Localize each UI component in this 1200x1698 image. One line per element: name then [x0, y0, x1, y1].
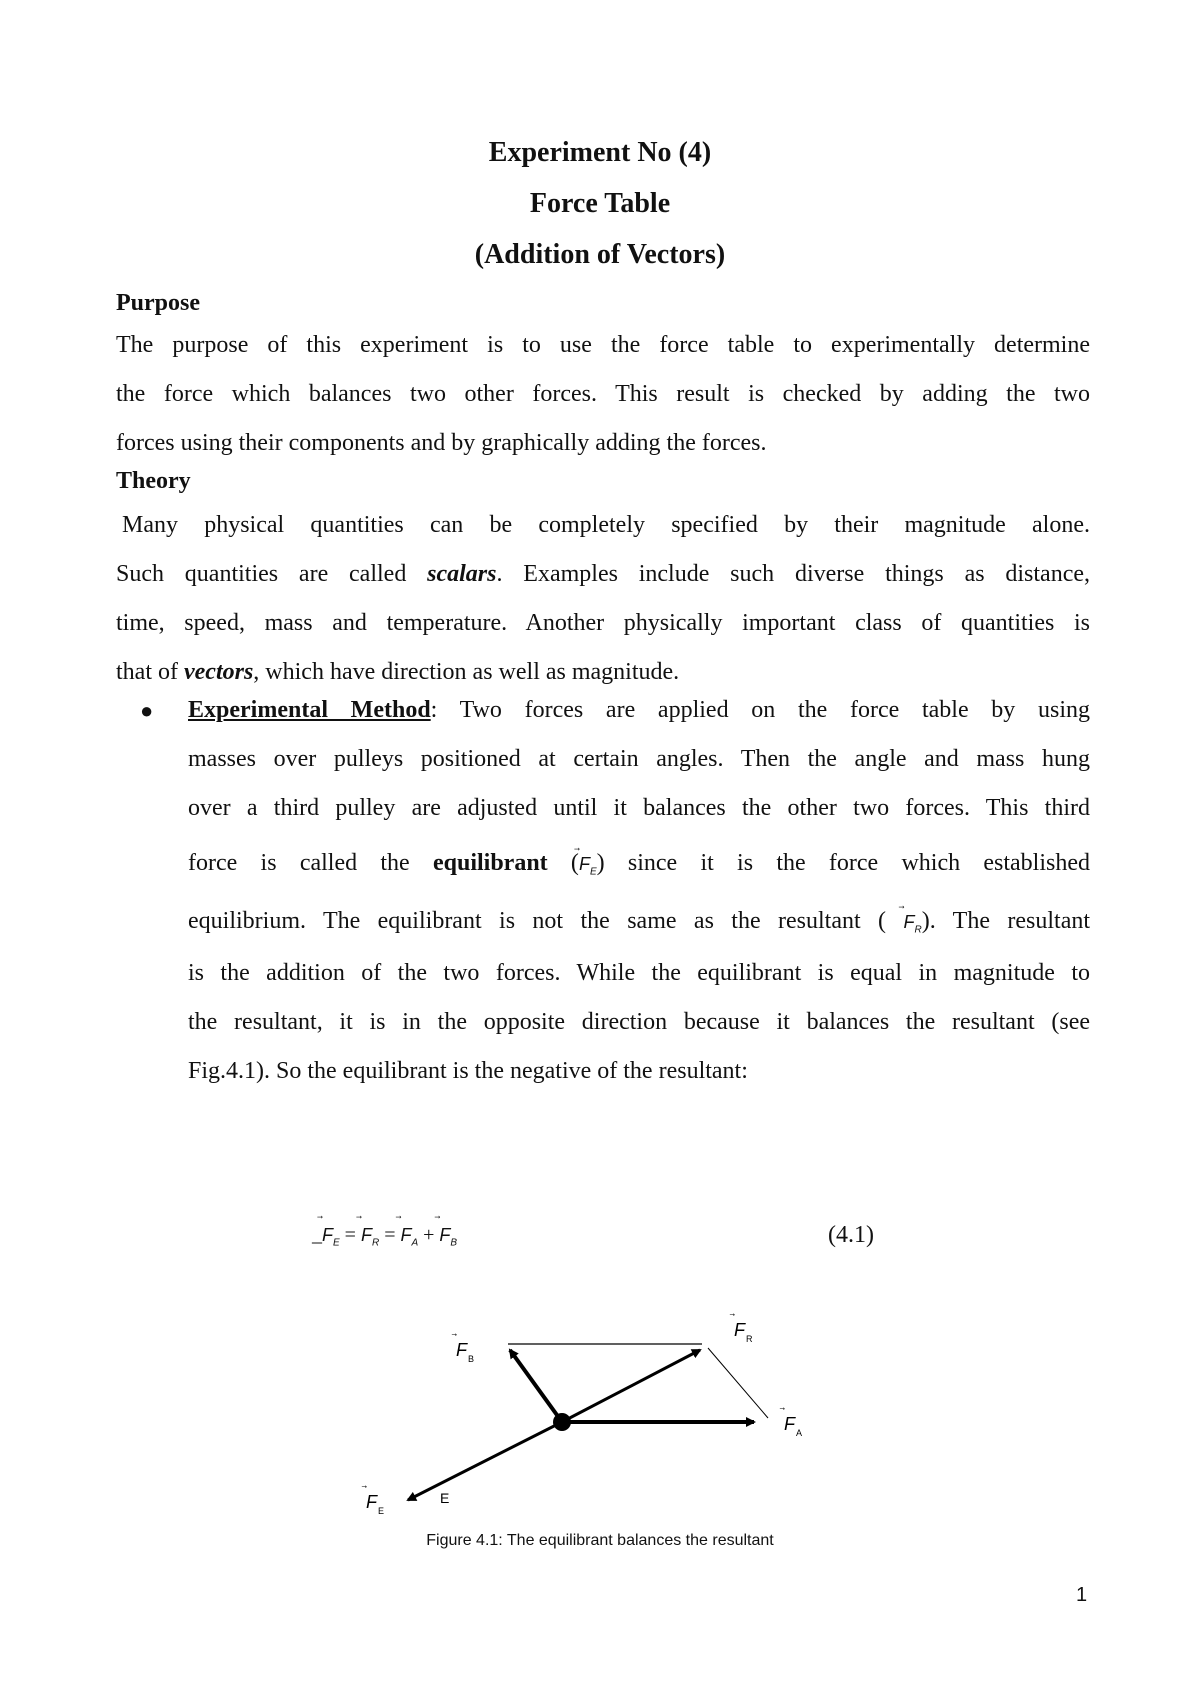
- svg-text:F: F: [734, 1320, 745, 1340]
- purpose-line: The purpose of this experiment is to use the force table to experimentally determine: [116, 332, 1090, 358]
- term-vectors: vectors: [183, 659, 254, 685]
- figure-caption: Figure 4.1: The equilibrant balances the resultant: [426, 1532, 774, 1549]
- purpose-paragraph: [116, 321, 1090, 468]
- svg-text:B: B: [468, 1354, 475, 1364]
- experiment-subtitle: Force Table: [529, 188, 671, 219]
- svg-text:F: F: [456, 1340, 467, 1360]
- label-fb: [451, 1333, 474, 1364]
- svg-text:F: F: [366, 1492, 377, 1512]
- label-fe: [361, 1485, 384, 1516]
- theory-line: time, speed, mass and temperature. Another physically important class of quantities is: [116, 610, 1090, 636]
- stray-e-label: E: [440, 1490, 450, 1506]
- symbol-fr: $F_R$: [903, 912, 922, 936]
- svg-text:⃗: [729, 1313, 735, 1316]
- vector-diagram: [340, 1300, 860, 1530]
- theory-paragraph: [116, 501, 1090, 697]
- vector-fr-arrow: [562, 1350, 700, 1422]
- theory-heading: Theory: [116, 468, 191, 494]
- theory-line: Many physical quantities can be completely specified by their magnitude alone.: [122, 512, 1090, 538]
- equation-number: (4.1): [828, 1222, 874, 1248]
- svg-text:E: E: [378, 1506, 385, 1516]
- experiment-title: Experiment No (4): [488, 137, 712, 168]
- force-table-center-ring: [553, 1413, 571, 1431]
- purpose-line: forces using their components and by graphically adding the forces.: [116, 430, 767, 456]
- method-label: Experimental Method: [188, 697, 431, 723]
- method-text: Experimental Method: Two forces are applied on the force table by using masses over pulleys positioned at certain angles. Then the angle and mass hung over a third pulley are adjusted until it balances the other two forces. This third force is called the equilibrant ( $F_E$) since it is the force which established equilibrium. The equilibrant is not the same as the resultant ( $F_R$). The resultant is the addition of the two forces. While the equilibrant is equal in magnitude to the resultant, it is in the opposite direction because it balances the resultant (see Fig.4.1). So the equilibrant is the negative of the resultant:: [188, 697, 1091, 1084]
- term-scalars: scalars: [427, 561, 497, 587]
- equation-4-1: _ $F_E$ = $F_R$ = $F_A$ + $F_B$: [312, 1224, 458, 1249]
- theory-line: that of vectors, which have direction as well as magnitude.: [116, 659, 680, 685]
- bullet-dot-icon: ●: [140, 698, 154, 723]
- label-fa: [779, 1407, 802, 1438]
- purpose-heading: Purpose: [116, 290, 200, 316]
- experiment-topic: (Addition of Vectors): [474, 239, 726, 270]
- term-equilibrant: equilibrant: [432, 850, 548, 876]
- svg-text:⃗: [779, 1407, 785, 1410]
- svg-text:A: A: [796, 1428, 803, 1438]
- vector-fb-arrow: [510, 1350, 562, 1422]
- svg-text:R: R: [746, 1334, 753, 1344]
- label-fr: [729, 1313, 753, 1344]
- purpose-line: the force which balances two other forces. This result is checked by adding the two: [116, 381, 1090, 407]
- parallelogram-right-line: [708, 1348, 768, 1418]
- symbol-fe: $F_E$: [578, 854, 597, 878]
- theory-line: Such quantities are called scalars. Examples include such diverse things as distance,: [116, 561, 1091, 587]
- svg-text:⃗: [451, 1333, 457, 1336]
- svg-text:⃗: [361, 1485, 367, 1488]
- page-number: 1: [1076, 1584, 1088, 1606]
- vector-fe-arrow: [408, 1422, 562, 1500]
- svg-text:F: F: [784, 1414, 795, 1434]
